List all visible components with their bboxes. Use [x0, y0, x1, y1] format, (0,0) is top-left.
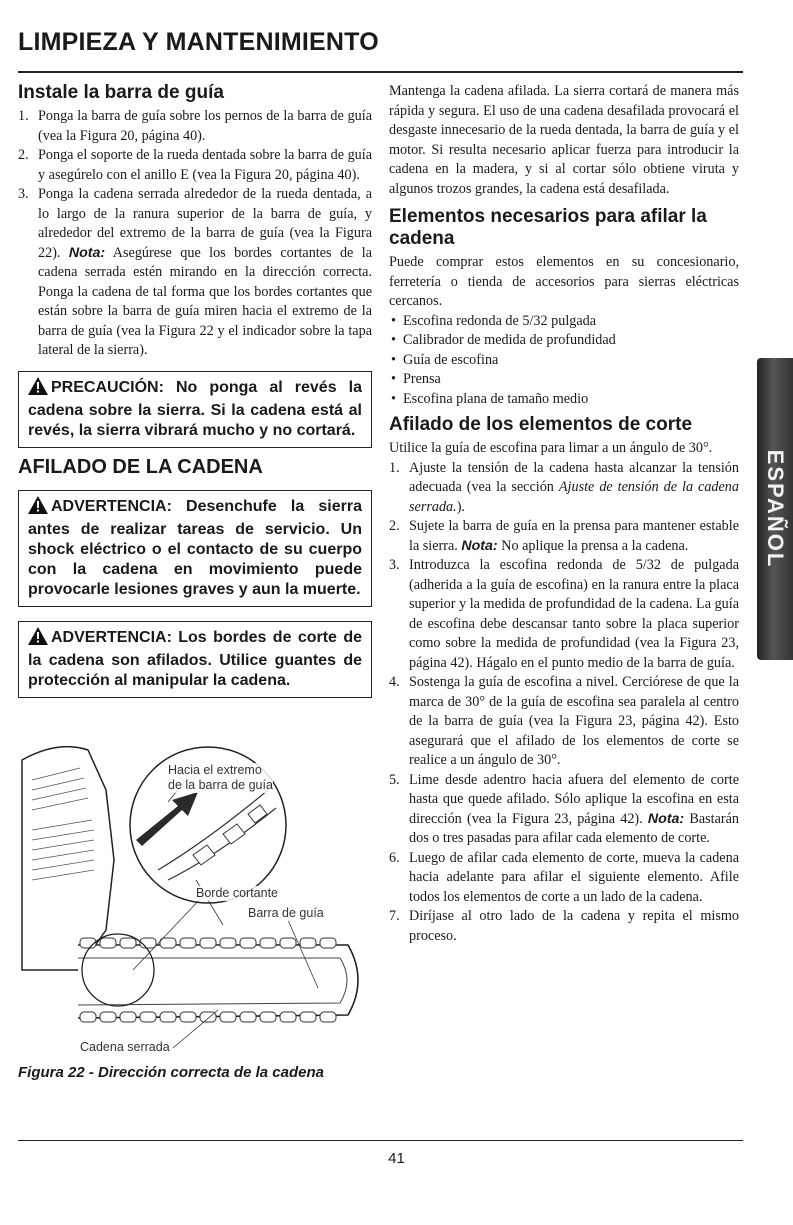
list-item: • Prensa [389, 370, 739, 390]
footer-rule [18, 1140, 743, 1141]
figure-label-cutting-edge: Borde cortante [196, 885, 278, 900]
list-item: • Escofina redonda de 5/32 pulgada [389, 312, 739, 332]
figure-label-guide-bar: Barra de guía [248, 905, 324, 920]
header-rule [18, 71, 743, 73]
warning-triangle-icon [28, 496, 48, 520]
note-label: Nota: [68, 244, 106, 261]
needed-items-intro: Puede comprar estos elementos en su concesionario, ferretería o tienda de accesorios para sierras eléctricas cercanos. [389, 254, 739, 309]
figure-label-chain: Cadena serrada [80, 1039, 170, 1054]
list-item: 1. Ponga la barra de guía sobre los pernos de la barra de guía (vea la Figura 20, página 40). [18, 108, 372, 144]
list-item: 6. Luego de afilar cada elemento de corte, mueva la cadena hacia adelante para afilar el siguiente elemento. Afile todos los elementos de corte a un lado de la cadena. [389, 849, 739, 905]
warning-box-gloves [18, 621, 372, 698]
left-column [18, 82, 372, 1081]
note-label: Nota: [647, 810, 685, 827]
warning-text: ADVERTENCIA: Desenchufe la sierra antes de realizar tareas de servicio. Un shock eléctrico o el contacto de su cuerpo con la cadena en movimiento puede provocarle lesiones graves y aun la muerte. [28, 497, 362, 598]
right-column [389, 82, 739, 946]
caution-text: PRECAUCIÓN: No ponga al revés la cadena sobre la sierra. Si la cadena está al revés, la sierra vibrará mucho y no cortará. [28, 378, 362, 439]
list-item: 2. Ponga el soporte de la rueda dentada sobre la barra de guía y asegúrelo con el anillo E (vea la Figura 20, página 40). [18, 147, 372, 183]
list-item: 1. Ajuste la tensión de la cadena hasta alcanzar la tensión adecuada (vea la sección Ajuste de tensión de la cadena serrada.). [389, 459, 739, 515]
cutter-sharpening-heading: Afilado de los elementos de corte [389, 414, 693, 435]
warning-triangle-icon [28, 377, 48, 401]
list-item: 3. Introduzca la escofina redonda de 5/32 de pulgada (adherida a la guía de escofina) en la ranura entre la placa superior y la medida de profundidad de la cadena. La guía de escofina debe descansar tanto sobre la placa superior como sobre la medida de profundidad (vea la Figura 23, página 42). Hágalo en el punto medio de la barra de guía. [389, 557, 739, 671]
list-item: • Escofina plana de tamaño medio [389, 390, 739, 410]
page-title: LIMPIEZA Y MANTENIMIENTO [18, 28, 379, 56]
sharp-chain-intro: Mantenga la cadena afilada. La sierra cortará de manera más rápida y segura. El uso de una cadena desafilada provocará el desgaste innecesario de la rueda dentada, la barra de guía y el motor. Si resulta necesario aplicar fuerza para introducir la cadena en la madera, y si al cortar sólo obtiene viruta y algunos trozos grandes, la cadena está desafilada. [389, 83, 739, 197]
list-item: 4. Sostenga la guía de escofina a nivel. Cerciórese de que la marca de 30° de la guía de escofina sea paralela al centro de la barra de guía (vea la Figura 23, página 42). Esto asegurará que el afilado de los elementos de corte se realice a un ángulo de 30°. [389, 674, 739, 768]
cutter-sharpening-intro: Utilice la guía de escofina para limar a un ángulo de 30°. [389, 440, 713, 456]
needed-items-list [389, 312, 739, 410]
page-number: 41 [388, 1150, 405, 1167]
warning-triangle-icon [28, 627, 48, 651]
caution-box [18, 371, 372, 448]
list-item: 5. Lime desde adentro hacia afuera del elemento de corte hasta que quede afilado. Sólo aplique la escofina en esta dirección (vea la Figura 23, página 42). Nota: Bastarán dos o tres pasadas para afilar cada elemento de corte. [389, 771, 740, 846]
cutter-sharpening-steps [389, 459, 739, 947]
figure-caption: Figura 22 - Dirección correcta de la cadena [18, 1063, 324, 1081]
needed-items-heading: Elementos necesarios para afilar la cadena [389, 206, 707, 249]
list-item: 7. Diríjase al otro lado de la cadena y repita el mismo proceso. [389, 908, 739, 944]
chain-direction-figure [18, 720, 372, 1060]
guide-bar-steps [18, 107, 372, 361]
sharpening-heading: AFILADO DE LA CADENA [18, 455, 263, 478]
list-item: • Calibrador de medida de profundidad [389, 331, 739, 351]
guide-bar-heading: Instale la barra de guía [18, 82, 224, 103]
note-label: Nota: [461, 537, 498, 554]
list-item: 2. Sujete la barra de guía en la prensa para mantener estable la sierra. Nota: No aplique la prensa a la cadena. [389, 518, 739, 554]
warning-box-unplug [18, 490, 372, 607]
figure-label-tip: Hacia el extremo de la barra de guía [168, 762, 273, 792]
language-side-tab: ESPAÑOL [757, 358, 793, 660]
warning-text: ADVERTENCIA: Los bordes de corte de la cadena son afilados. Utilice guantes de protección al manipular la cadena. [28, 628, 362, 689]
list-item: • Guía de escofina [389, 351, 739, 371]
list-item: 3. Ponga la cadena serrada alrededor de la rueda dentada, a lo largo de la ranura superior de la barra de guía, y alrededor del extremo de la barra de guía (vea la Figura 22). Nota: Asegúrese que los bordes cortantes de la cadena serrada estén mirando en la dirección correcta. Ponga la cadena de tal forma que los bordes cortantes que están sobre la barra de guía miren hacia el extremo de la barra de guía (vea la Figura 22 y el indicador sobre la tapa lateral de la sierra). [18, 186, 372, 358]
